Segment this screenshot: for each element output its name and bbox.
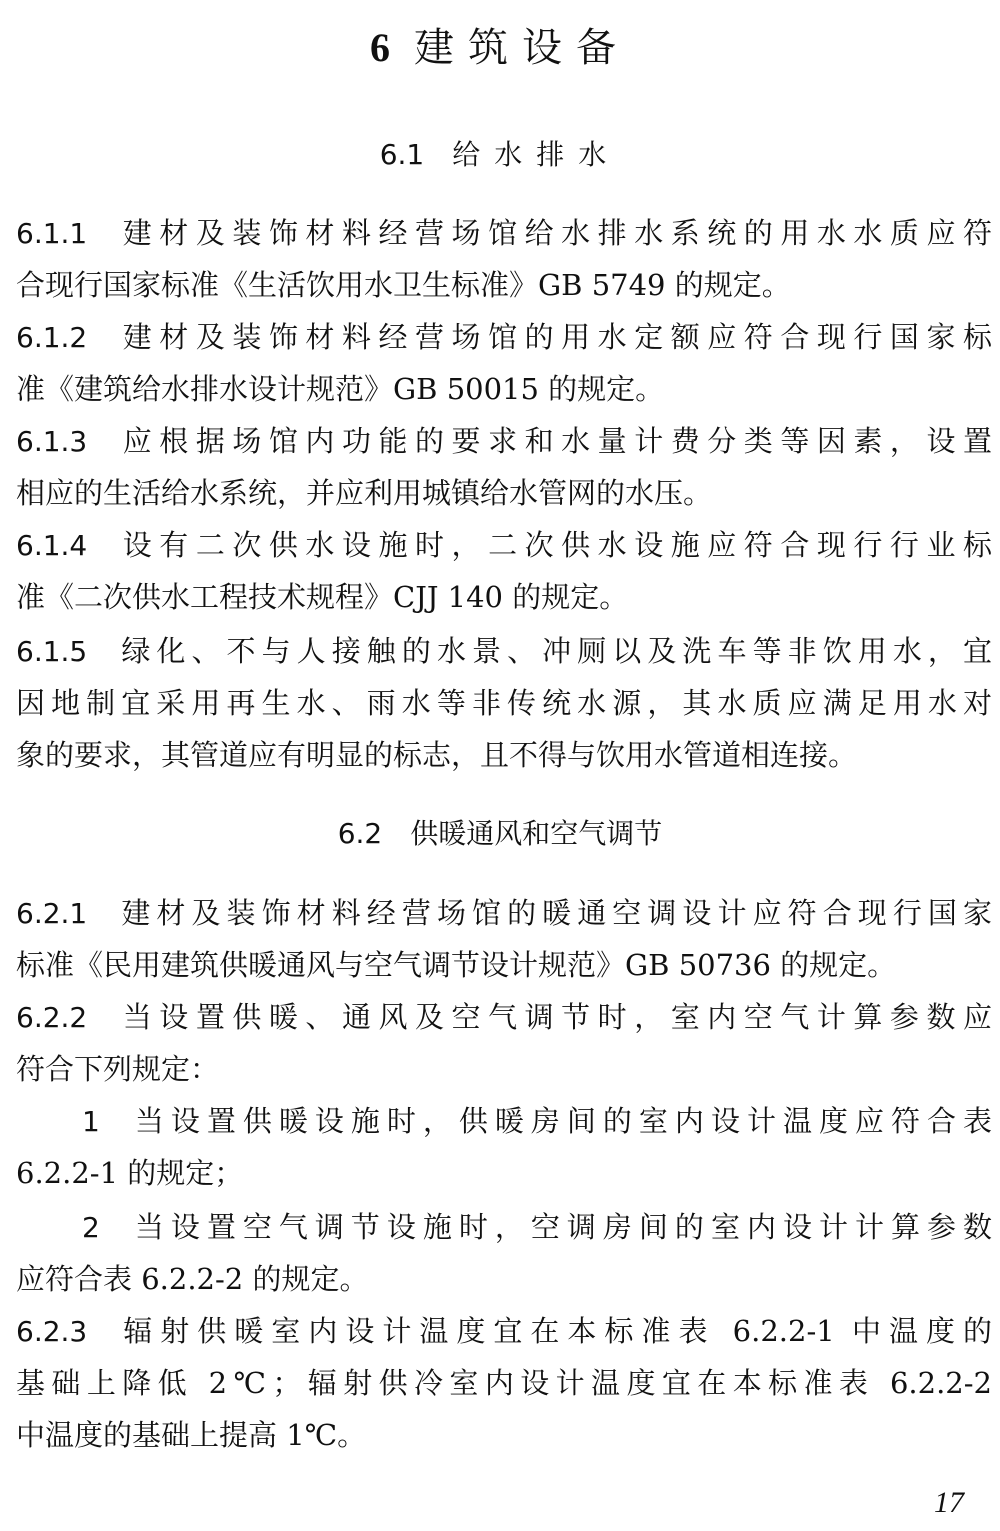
clause-6-1-5-line-2: 因地制宜采用再生水、雨水等非传统水源，其水质应满足用水对 <box>16 686 992 720</box>
clause-text: 绿化、不与人接触的水景、冲厕以及洗车等非饮用水，宜 <box>115 634 992 668</box>
clause-6-2-1-line-2: 标准《民用建筑供暖通风与空气调节设计规范》GB 50736 的规定。 <box>16 948 897 982</box>
clause-6-1-4-line-2: 准《二次供水工程技术规程》CJJ 140 的规定。 <box>16 580 629 614</box>
clause-6-1-4-line-1 <box>16 525 992 566</box>
clause-6-2-2-line-1 <box>16 997 992 1038</box>
clause-6-1-1-line-1 <box>16 213 992 254</box>
clause-6-2-1-line-1 <box>16 893 992 934</box>
item-number: 1 <box>82 1105 100 1138</box>
clause-text: 辐射供暖室内设计温度宜在本标准表 6.2.2-1 中温度的 <box>115 1314 992 1348</box>
clause-6-1-3-line-2: 相应的生活给水系统，并应利用城镇给水管网的水压。 <box>16 476 713 510</box>
section-heading-6-2 <box>0 814 1000 854</box>
section-number: 6.2 <box>337 817 383 850</box>
chapter-number: 6 <box>370 25 390 70</box>
clause-text: 设有二次供水设施时，二次供水设施应符合现行行业标 <box>115 528 992 562</box>
section-heading-6-1 <box>0 135 1000 175</box>
clause-text: 当设置供暖、通风及空气调节时，室内空气计算参数应 <box>115 1000 992 1034</box>
clause-6-2-3-line-3: 中温度的基础上提高 1℃。 <box>16 1418 367 1452</box>
clause-6-2-2-line-2: 符合下列规定： <box>16 1052 220 1086</box>
clause-6-2-2-item-1-line-1 <box>16 1101 992 1142</box>
clause-number: 6.1.5 <box>16 635 88 668</box>
clause-text: 建材及装饰材料经营场馆的暖通空调设计应符合现行国家 <box>115 896 992 930</box>
clause-6-1-3-line-1 <box>16 421 992 462</box>
clause-number: 6.2.1 <box>16 897 88 930</box>
clause-6-2-2-item-2-line-2: 应符合表 6.2.2-2 的规定。 <box>16 1262 369 1296</box>
clause-number: 6.1.1 <box>16 217 88 250</box>
clause-6-2-2-item-2-line-1 <box>16 1207 992 1248</box>
item-text: 当设置供暖设施时，供暖房间的室内设计温度应符合表 <box>127 1104 992 1138</box>
clause-text: 建材及装饰材料经营场馆给水排水系统的用水水质应符 <box>115 216 992 250</box>
clause-6-2-3-line-2: 基础上降低 2℃；辐射供冷室内设计温度宜在本标准表 6.2.2-2 <box>16 1366 992 1400</box>
clause-6-1-2-line-2: 准《建筑给水排水设计规范》GB 50015 的规定。 <box>16 372 665 406</box>
clause-6-2-2-item-1-line-2: 6.2.2-1 的规定； <box>16 1156 244 1190</box>
clause-6-1-5-line-1 <box>16 631 992 672</box>
clause-number: 6.2.2 <box>16 1001 88 1034</box>
clause-6-1-2-line-1 <box>16 317 992 358</box>
clause-text: 应根据场馆内功能的要求和水量计费分类等因素，设置 <box>115 424 992 458</box>
chapter-title <box>0 18 1000 78</box>
section-title-text: 给水排水 <box>452 138 621 171</box>
section-title-text: 供暖通风和空气调节 <box>410 817 663 850</box>
clause-6-2-3-line-1 <box>16 1311 992 1352</box>
chapter-title-text: 建筑设备 <box>414 25 630 71</box>
clause-number: 6.1.4 <box>16 529 88 562</box>
clause-number: 6.1.2 <box>16 321 88 354</box>
clause-6-1-5-line-3: 象的要求，其管道应有明显的标志，且不得与饮用水管道相连接。 <box>16 738 858 772</box>
page-number: 17 <box>934 1486 964 1519</box>
item-number: 2 <box>82 1211 100 1244</box>
clause-number: 6.2.3 <box>16 1315 88 1348</box>
item-text: 当设置空气调节设施时，空调房间的室内设计计算参数 <box>127 1210 992 1244</box>
clause-text: 建材及装饰材料经营场馆的用水定额应符合现行国家标 <box>115 320 992 354</box>
section-number: 6.1 <box>379 138 425 171</box>
clause-6-1-1-line-2: 合现行国家标准《生活饮用水卫生标准》GB 5749 的规定。 <box>16 268 791 302</box>
clause-number: 6.1.3 <box>16 425 88 458</box>
